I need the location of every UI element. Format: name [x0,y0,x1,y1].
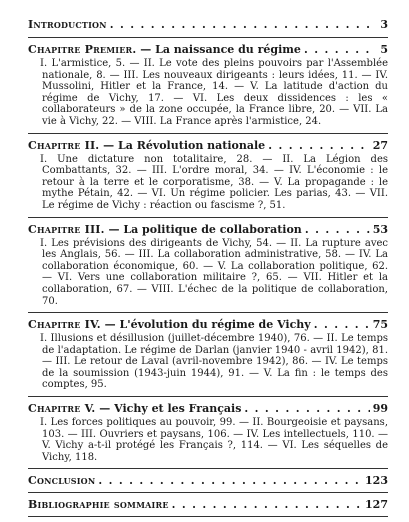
toc-entry-chapter-1 [28,43,388,56]
divider [28,217,388,218]
toc-entry-chapter-2 [28,139,388,152]
chapter-4-sections: I. Illusions et désillusion (juillet-décembre 1940), 76. — II. Le temps de l'adaptation. Le régime de Darlan (janvier 1940 - avril 1942), 81. — III. Le retour de Laval (avril-novembre 1942), 86. — IV. Le temps de la soumission (1943-juin 1944), 91. — V. La fin : le temps des comptes, 95. [40,333,388,391]
leader-dots [98,474,362,487]
chapter-5-page: 99 [372,402,388,416]
bibliography-page: 127 [365,498,388,512]
introduction-page: 3 [380,18,388,31]
divider [28,492,388,493]
toc-entry-bibliography [28,498,388,511]
chapter-4-page: 75 [372,318,388,332]
divider [28,312,388,313]
leader-dots [244,402,369,415]
divider [28,396,388,397]
chapter-2-page: 27 [372,138,388,152]
chapter-3-page: 53 [372,222,388,236]
toc-entry-chapter-5 [28,402,388,415]
divider [28,133,388,134]
chapter-3-title: — La politique de collaboration [108,222,302,236]
divider [28,516,388,517]
chapter-4-label: Chapitre IV. [28,318,101,332]
conclusion-page: 123 [365,474,388,488]
chapter-5-label: Chapitre V. [28,402,96,416]
leader-dots [305,223,370,236]
conclusion-label: Conclusion [28,474,96,488]
chapter-3-label: Chapitre III. [28,222,105,236]
chapter-3-sections: I. Les prévisions des dirigeants de Vichy, 54. — II. La rupture avec les Anglais, 56. — III. La collaboration administrative, 58. — IV. La collaboration économique, 60. — V. La collaboration politique, 62. — VI. Vers une collaboration militaire ?, 65. — VII. Hitler et la collaboration, 67. — VIII. L'échec de la politique de collaboration, 70. [40,237,388,307]
toc-entry-conclusion [28,474,388,487]
chapter-5-title: — Vichy et les Français [99,402,242,416]
chapter-2-sections: I. Une dictature non totalitaire, 28. — II. La Légion des Combattants, 32. — III. L'ordre moral, 34. — IV. L'économie : le retour à la terre et le corporatisme, 38. — V. La propagande : le mythe Pétain, 42. — VI. Un régime policier. Les parias, 43. — VII. Le régime de Vichy : réaction ou fascisme ?, 51. [40,153,388,211]
chapter-2-title: — La Révolution nationale [103,138,266,152]
leader-dots [268,139,370,152]
chapter-1-label: Chapitre Premier. [28,43,137,56]
toc-entry-chapter-4 [28,318,388,331]
bibliography-label: Bibliographie sommaire [28,498,169,512]
table-of-contents [28,12,388,522]
chapter-4-title: — L'évolution du régime de Vichy [104,318,311,332]
chapter-1-page: 5 [380,43,388,56]
leader-dots [314,318,370,331]
chapter-1-sections: I. L'armistice, 5. — II. Le vote des pleins pouvoirs par l'Assemblée nationale, 8. — III. Les nouveaux dirigeants : leurs idées, 11. — IV. Mussolini, Hitler et la France, 14. — V. La latitude d'action du régime de Vichy, 17. — VI. Les deux dissidences : les « collaborateurs » de la zone occupée, la France libre, 20. — VII. La vie à Vichy, 22. — VIII. La France après l'armistice, 24. [40,58,388,127]
leader-dots [110,18,371,31]
divider [28,37,388,38]
leader-dots [172,498,362,511]
chapter-2-label: Chapitre II. [28,138,100,152]
chapter-5-sections: I. Les forces politiques au pouvoir, 99. — II. Bourgeoisie et paysans, 103. — III. Ouvriers et paysans, 106. — IV. Les intellectuels, 110. — V. Vichy a-t-il protégé les Français ?, 114. — VI. Les séquelles de Vichy, 118. [40,417,388,463]
chapter-1-title: — La naissance du régime [140,43,301,56]
introduction-label: Introduction [28,18,107,31]
toc-entry-chapter-3 [28,223,388,236]
divider [28,468,388,469]
leader-dots [304,43,371,56]
toc-entry-introduction [28,18,388,31]
